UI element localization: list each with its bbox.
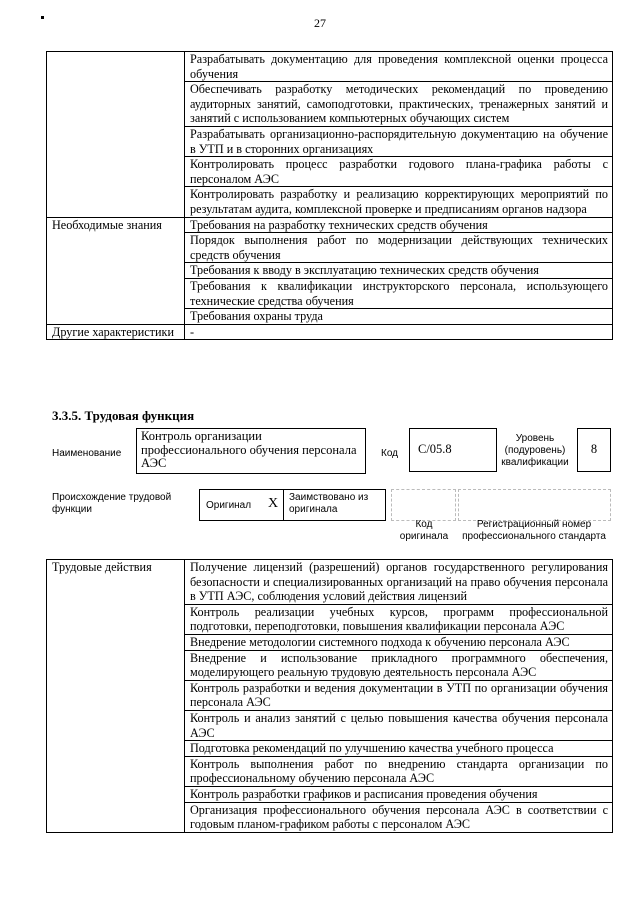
borrowed-box [283,489,386,521]
action-row: Контроль выполнения работ по внедрению стандарта организации по профессиональному обучению персонала АЭС [185,756,613,786]
function-name-box: Контроль организации профессионального обучения персонала АЭС [136,428,366,474]
action-row: Контроль разработки и ведения документации в УТП по организации обучения персонала АЭС [185,680,613,710]
knowledge-row: Требования к вводу в эксплуатацию технических средств обучения [185,263,613,279]
knowledge-row: Требования к квалификации инструкторского персонала, использующего технические средства обучения [185,278,613,308]
action-row: Организация профессионального обучения персонала АЭС в соответствии с годовым планом-графиком работы с персоналом АЭС [185,802,613,832]
skill-row: Контролировать разработку и реализацию корректирующих мероприятий по результатам аудита, комплексной проверке и предписаниям органов надзора [185,187,613,217]
knowledge-row: Требования на разработку технических средств обучения [185,217,613,233]
table-row [47,324,613,340]
table-row [47,560,613,605]
code-original-label: Код оригинала [399,519,449,542]
action-row: Контроль реализации учебных курсов, программ профессиональной подготовки, переподготовки, повышения квалификации персонала АЭС [185,604,613,634]
empty-label-cell [47,52,185,218]
code-original-box [391,489,456,521]
code-box: С/05.8 [409,428,497,472]
page-number: 27 [314,16,326,30]
section-title: 3.3.5. Трудовая функция [52,408,195,423]
skill-row: Разрабатывать организационно-распорядительную документацию на обучение в УТП и в сторонних организациях [185,126,613,156]
action-row: Контроль и анализ занятий с целью повышения качества обучения персонала АЭС [185,710,613,740]
reg-number-box [458,489,611,521]
action-row: Подготовка рекомендаций по улучшению качества учебного процесса [185,741,613,757]
action-row: Внедрение и использование прикладного программного обеспечения, моделирующего реальную трудовую деятельность персонала АЭС [185,650,613,680]
original-label: Оригинал [206,500,252,511]
action-row: Внедрение методологии системного подхода к обучению персонала АЭС [185,634,613,650]
origin-group [199,489,284,521]
origin-label: Происхождение трудовой функции [52,492,172,515]
table-row [47,52,613,82]
knowledge-row: Требования охраны труда [185,309,613,325]
name-label: Наименование [52,448,122,459]
competencies-table [46,51,613,340]
borrowed-label: Заимствовано из оригинала [289,492,369,515]
skill-row: Обеспечивать разработку методических рекомендаций по проведению аудиторных занятий, самоподготовки, практических, тренажерных занятий и занятий с использованием компьютерных обучающих систем [185,82,613,127]
level-box: 8 [577,428,611,472]
action-row: Получение лицензий (разрешений) органов государственного регулирования безопасности и специализированных организаций на право обучения персонала в УТП АЭС, соблюдения условий действия лицензий [185,560,613,605]
skill-row: Разрабатывать документацию для проведения комплексной оценки процесса обучения [185,52,613,82]
labor-actions-table [46,559,613,833]
other-value: - [185,324,613,340]
action-row: Контроль разработки графиков и расписания проведения обучения [185,786,613,802]
other-label: Другие характеристики [47,324,185,340]
code-label: Код [381,448,399,459]
knowledge-label: Необходимые знания [47,217,185,324]
skill-row: Контролировать процесс разработки годового плана-графика работы с персоналом АЭС [185,157,613,187]
original-mark: X [268,496,279,511]
level-label: Уровень (подуровень) квалификации [501,433,569,468]
reg-number-label: Регистрационный номер профессионального стандарта [462,519,606,542]
table-row [47,217,613,233]
knowledge-row: Порядок выполнения работ по модернизации действующих технических средств обучения [185,233,613,263]
actions-label: Трудовые действия [47,560,185,833]
